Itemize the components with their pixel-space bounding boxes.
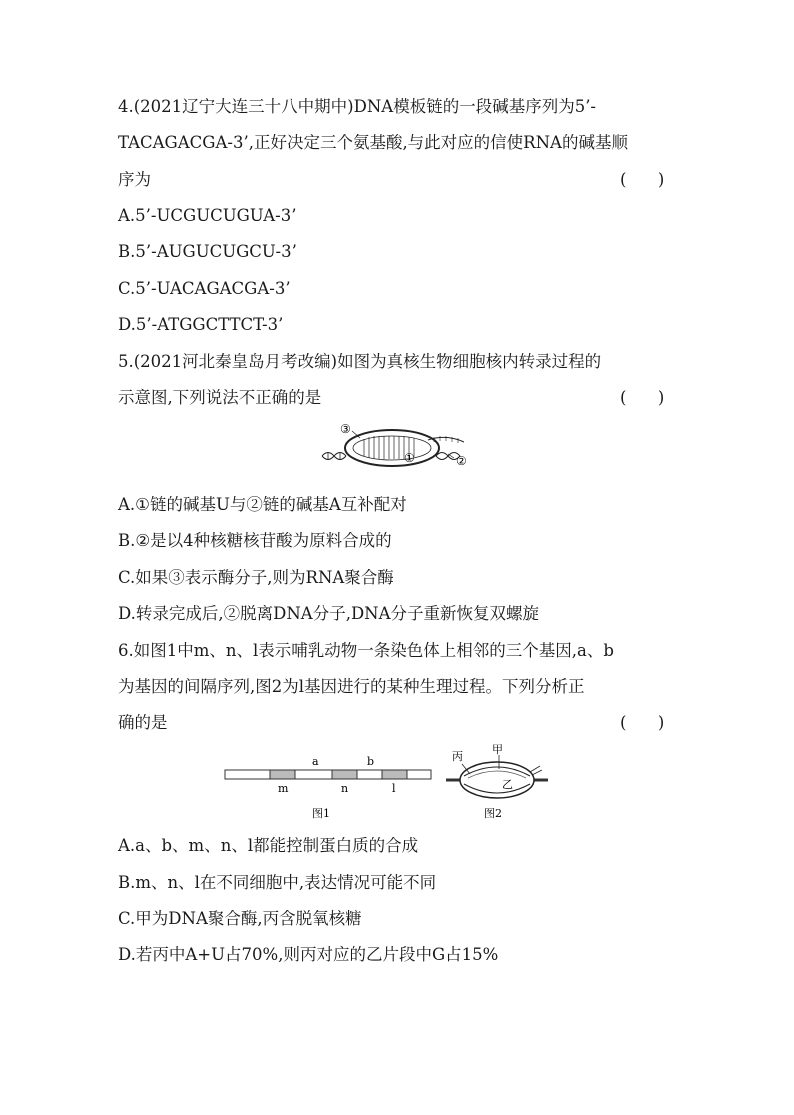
q5-option-d: D.转录完成后,②脱离DNA分子,DNA分子重新恢复双螺旋	[118, 604, 540, 623]
q6-stem-line2: 为基因的间隔序列,图2为l基因进行的某种生理过程。下列分析正	[118, 677, 585, 696]
q6-answer-paren: ( )	[620, 713, 665, 732]
q4-stem-line1: 4.(2021辽宁大连三十八中期中)DNA模板链的一段碱基序列为5’-	[118, 97, 597, 116]
q6-fig1-label-b: b	[367, 755, 375, 768]
q4-option-b: B.5’-AUGUCUGCU-3’	[118, 242, 297, 261]
q4-option-a: A.5’-UCGUCUGUA-3’	[118, 206, 297, 225]
q6-fig2-label-jia: 甲	[492, 743, 503, 756]
q5-option-b: B.②是以4种核糖核苷酸为原料合成的	[118, 531, 392, 550]
q6-stem-line1: 6.如图1中m、n、l表示哺乳动物一条染色体上相邻的三个基因,a、b	[118, 641, 614, 660]
q6-stem-line3: 确的是	[118, 713, 168, 732]
q4-option-c: C.5’-UACAGACGA-3’	[118, 279, 291, 298]
q5-fig-label-1: ①	[404, 451, 415, 465]
q6-fig1-label-m: m	[278, 782, 289, 795]
q6-option-c: C.甲为DNA聚合酶,丙含脱氧核糖	[118, 909, 362, 928]
q6-fig1-label-n: n	[341, 782, 349, 795]
q6-fig2-label-bing: 丙	[452, 750, 463, 763]
q6-figure1	[224, 754, 434, 824]
q5-answer-paren: ( )	[620, 388, 665, 407]
q4-stem-line3: 序为	[118, 170, 151, 189]
q5-fig-label-3: ③	[340, 422, 351, 436]
q5-transcription-figure	[318, 418, 478, 474]
q6-option-b: B.m、n、l在不同细胞中,表达情况可能不同	[118, 873, 437, 892]
q5-stem-line2: 示意图,下列说法不正确的是	[118, 388, 322, 407]
q6-fig1-label-l: l	[392, 782, 396, 795]
q6-fig1-label-a: a	[312, 755, 319, 768]
q4-answer-paren: ( )	[620, 170, 665, 189]
q5-option-a: A.①链的碱基U与②链的碱基A互补配对	[118, 495, 407, 514]
q6-figure2	[444, 742, 554, 824]
q5-fig-label-2: ②	[456, 454, 467, 468]
q6-fig2-label-yi: 乙	[502, 778, 513, 791]
q6-fig2-caption: 图2	[484, 807, 502, 820]
q5-stem-line1: 5.(2021河北秦皇岛月考改编)如图为真核生物细胞核内转录过程的	[118, 352, 602, 371]
q4-stem-line2: TACAGACGA-3’,正好决定三个氨基酸,与此对应的信使RNA的碱基顺	[118, 133, 628, 152]
q6-option-a: A.a、b、m、n、l都能控制蛋白质的合成	[118, 836, 419, 855]
q4-option-d: D.5’-ATGGCTTCT-3’	[118, 315, 284, 334]
q6-option-d: D.若丙中A+U占70%,则丙对应的乙片段中G占15%	[118, 945, 499, 964]
q5-option-c: C.如果③表示酶分子,则为RNA聚合酶	[118, 568, 394, 587]
q6-fig1-caption: 图1	[312, 807, 330, 820]
